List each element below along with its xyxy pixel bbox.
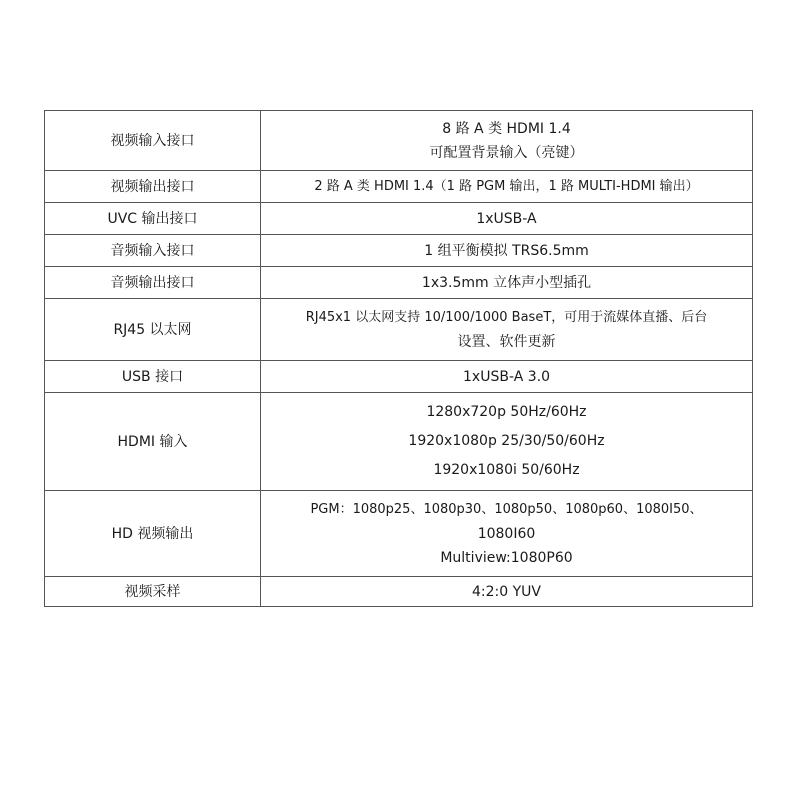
table-row <box>45 577 753 607</box>
value-line: PGM：1080p25、1080p30、1080p50、1080p60、1080I50、 <box>310 501 703 517</box>
row-value <box>261 203 753 235</box>
value-line: Multiview:1080P60 <box>440 549 573 566</box>
value-line: 4:2:0 YUV <box>472 583 541 600</box>
value-line: 2 路 A 类 HDMI 1.4（1 路 PGM 输出，1 路 MULTI-HDMI 输出） <box>314 178 699 194</box>
row-label: 音频输入接口 <box>45 235 261 267</box>
spec-table <box>44 110 753 607</box>
table-row <box>45 299 753 361</box>
row-label: HD 视频输出 <box>45 491 261 577</box>
table-row <box>45 267 753 299</box>
row-label: 音频输出接口 <box>45 267 261 299</box>
table-row <box>45 361 753 393</box>
row-label: RJ45 以太网 <box>45 299 261 361</box>
row-value <box>261 235 753 267</box>
table-row <box>45 111 753 171</box>
value-line: 1920x1080p 25/30/50/60Hz <box>408 433 605 449</box>
value-line: RJ45x1 以太网支持 10/100/1000 BaseT，可用于流媒体直播、后台 <box>305 309 708 325</box>
table-row <box>45 491 753 577</box>
row-value <box>261 361 753 393</box>
value-line: 1920x1080i 50/60Hz <box>433 462 580 478</box>
row-value <box>261 171 753 203</box>
value-line: 1 组平衡模拟 TRS6.5mm <box>424 242 589 259</box>
value-line: 1080I60 <box>477 525 536 542</box>
row-value <box>261 299 753 361</box>
row-label: 视频输出接口 <box>45 171 261 203</box>
table-row <box>45 393 753 491</box>
row-label: USB 接口 <box>45 361 261 393</box>
table-row <box>45 203 753 235</box>
value-line: 1xUSB-A 3.0 <box>463 368 550 385</box>
table-row <box>45 171 753 203</box>
value-line: 可配置背景输入（亮键） <box>429 144 584 161</box>
row-label: UVC 输出接口 <box>45 203 261 235</box>
row-value <box>261 491 753 577</box>
table-row <box>45 235 753 267</box>
value-line: 设置、软件更新 <box>457 333 556 350</box>
value-line: 1x3.5mm 立体声小型插孔 <box>421 274 592 291</box>
row-value <box>261 393 753 491</box>
value-line: 1xUSB-A <box>476 210 537 227</box>
row-value <box>261 111 753 171</box>
row-value <box>261 577 753 607</box>
value-line: 1280x720p 50Hz/60Hz <box>426 404 587 420</box>
row-label: 视频采样 <box>45 577 261 607</box>
value-line: 8 路 A 类 HDMI 1.4 <box>442 120 571 137</box>
row-label: HDMI 输入 <box>45 393 261 491</box>
row-value <box>261 267 753 299</box>
row-label: 视频输入接口 <box>45 111 261 171</box>
